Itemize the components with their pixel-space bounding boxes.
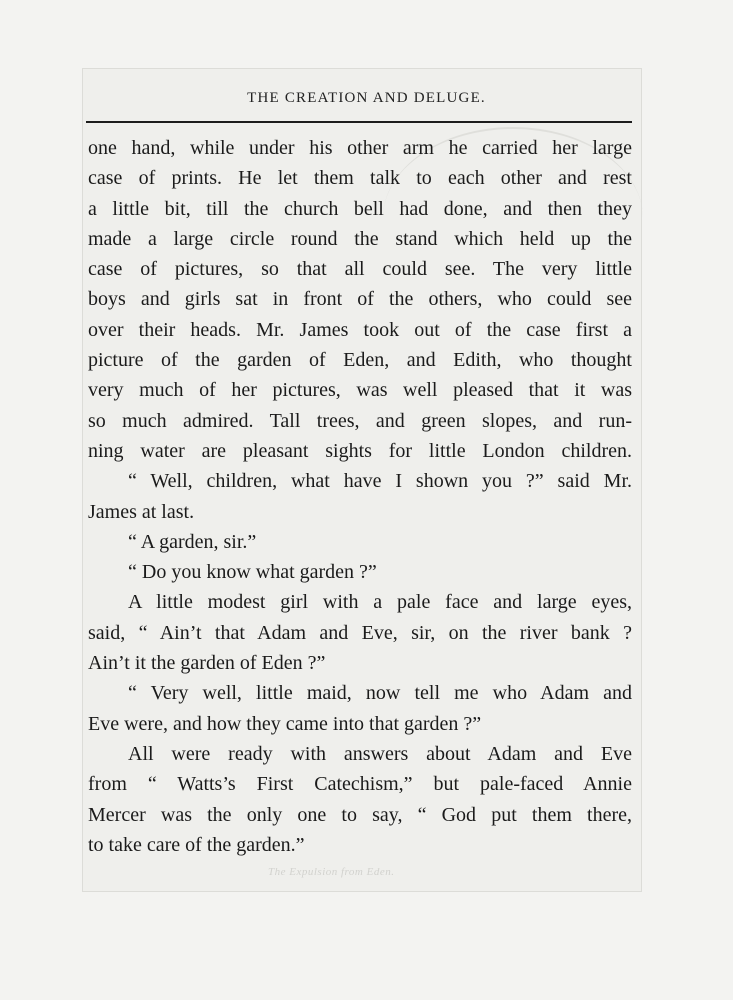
running-head: THE CREATION AND DELUGE. — [247, 90, 486, 106]
header-rule — [86, 121, 632, 123]
text-line: Eve were, and how they came into that garden ?” — [88, 712, 482, 735]
text-line: over their heads. Mr. James took out of the case first a — [88, 318, 632, 341]
text-line: case of pictures, so that all could see. The very little — [88, 258, 632, 281]
text-line: A little modest girl with a pale face and large eyes, — [128, 591, 632, 614]
text-line: case of prints. He let them talk to each other and rest — [88, 167, 632, 190]
text-line: very much of her pictures, was well pleased that it was — [88, 379, 632, 402]
text-line: Mercer was the only one to say, “ God put them there, — [88, 803, 632, 826]
text-line: “ Very well, little maid, now tell me who Adam and — [128, 682, 632, 705]
text-line: one hand, while under his other arm he carried her large — [88, 137, 632, 159]
body-text — [88, 133, 632, 860]
text-line: to take care of the garden.” — [88, 833, 305, 856]
text-line: James at last. — [88, 500, 195, 523]
text-line: All were ready with answers about Adam and Eve — [128, 742, 632, 765]
text-line: “ Do you know what garden ?” — [128, 561, 377, 584]
text-line: from “ Watts’s First Catechism,” but pale-faced Annie — [88, 773, 632, 796]
text-line: so much admired. Tall trees, and green slopes, and run- — [88, 409, 632, 432]
show-through-caption: The Expulsion from Eden. — [268, 866, 395, 878]
text-line: ning water are pleasant sights for little London children. — [88, 439, 632, 462]
text-line: picture of the garden of Eden, and Edith, who thought — [88, 349, 632, 372]
text-line: Ain’t it the garden of Eden ?” — [88, 652, 326, 675]
text-line: boys and girls sat in front of the others, who could see — [88, 288, 632, 311]
text-line: “ Well, children, what have I shown you ?” said Mr. — [128, 470, 632, 493]
text-line: said, “ Ain’t that Adam and Eve, sir, on the river bank ? — [88, 621, 632, 644]
text-line: a little bit, till the church bell had done, and then they — [88, 197, 632, 220]
text-line: “ A garden, sir.” — [128, 530, 257, 553]
text-line: made a large circle round the stand which held up the — [88, 227, 632, 250]
